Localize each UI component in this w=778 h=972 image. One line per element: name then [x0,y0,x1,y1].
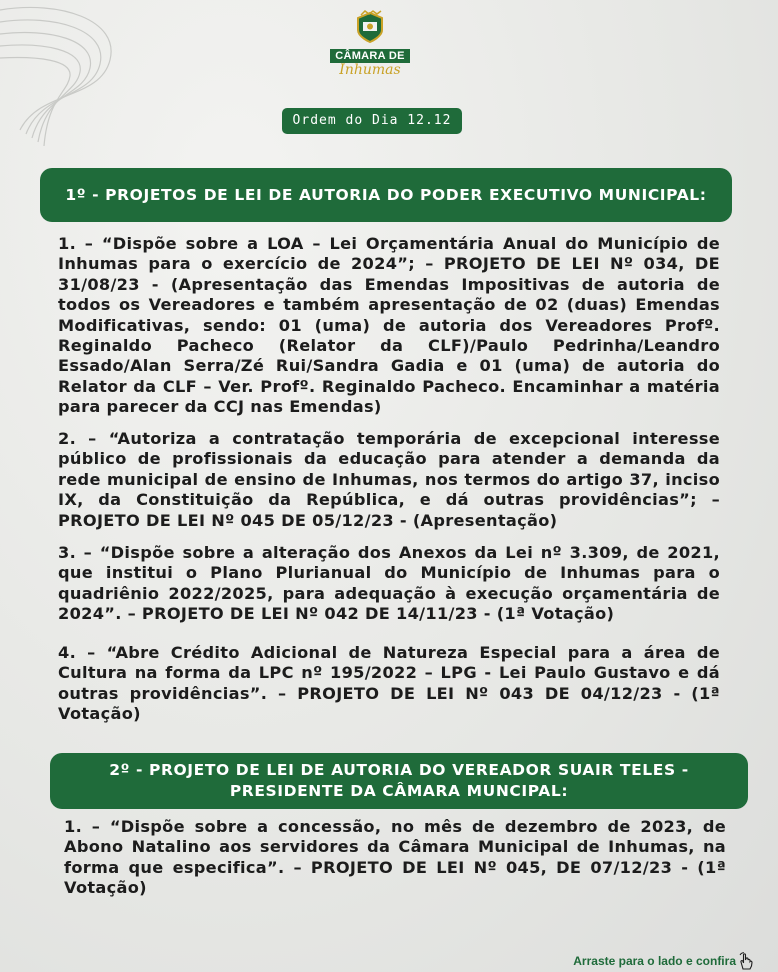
section-2-heading-line-2: PRESIDENTE DA CÂMARA MUNCIPAL: [229,782,569,800]
crest-icon [353,10,387,44]
section-1-item-1: 1. – “Dispõe sobre a LOA – Lei Orçamentária Anual do Município de Inhumas para o exercício de 2024”; – PROJETO DE LEI Nº 034, DE 31/08/23 - (Apresentação das Emendas Impositivas de autoria de todos os Vereadores e também apresentação de 02 (duas) Emendas Modificativas, sendo: 01 (uma) de autoria dos Vereadores Profº. Reginaldo Pacheco (Relator da CLF)/Paulo Pedrinha/Leandro Essado/Alan Serra/Zé Rui/Sandra Gadia e 01 (uma) de autoria do Relator da CLF – Ver. Profº. Reginaldo Pacheco. Encaminhar a matéria para parecer da CCJ nas Emendas) [58,234,720,417]
section-1-heading: 1º - PROJETOS DE LEI DE AUTORIA DO PODER EXECUTIVO MUNICIPAL: [40,168,732,222]
logo-name: CÂMARA DE [330,49,410,63]
section-1-item-4: 4. – “Abre Crédito Adicional de Natureza Especial para a área de Cultura na forma da LPC nº 195/2022 – LPG - Lei Paulo Gustavo e dá outras providências”. – PROJETO DE LEI Nº 043 DE 04/12/23 - (1ª Votação) [58,643,720,724]
section-2-heading [50,753,748,809]
section-1-item-2: 2. – “Autoriza a contratação temporária de excepcional interesse público de profissionais da educação para atender a demanda da rede municipal de ensino de Inhumas, nos termos do artigo 37, inciso IX, da Constituição da República, e dá outras providências”; – PROJETO DE LEI Nº 045 DE 05/12/23 - (Apresentação) [58,429,720,530]
section-2-item-1: 1. – “Dispõe sobre a concessão, no mês de dezembro de 2023, de Abono Natalino aos servidores da Câmara Municipal de Inhumas, na forma que especifica”. – PROJETO DE LEI Nº 045, DE 07/12/23 - (1ª Votação) [64,817,726,898]
section-2-heading-line-1: 2º - PROJETO DE LEI DE AUTORIA DO VEREADOR SUAIR TELES - [109,761,689,779]
section-1-item-3: 3. – “Dispõe sobre a alteração dos Anexos da Lei nº 3.309, de 2021, que institui o Plano Plurianual do Município de Inhumas para o quadriênio 2022/2025, para adequação à execução orçamentária de 2024”. – PROJETO DE LEI Nº 042 DE 14/11/23 - (1ª Votação) [58,543,720,624]
order-of-day-badge: Ordem do Dia 12.12 [282,108,462,134]
swipe-hint: Arraste para o lado e confira [573,954,736,968]
camara-logo [320,10,420,88]
logo-city: Inhumas [339,62,401,78]
decorative-swirl [0,0,140,150]
hand-swipe-icon [738,952,754,970]
